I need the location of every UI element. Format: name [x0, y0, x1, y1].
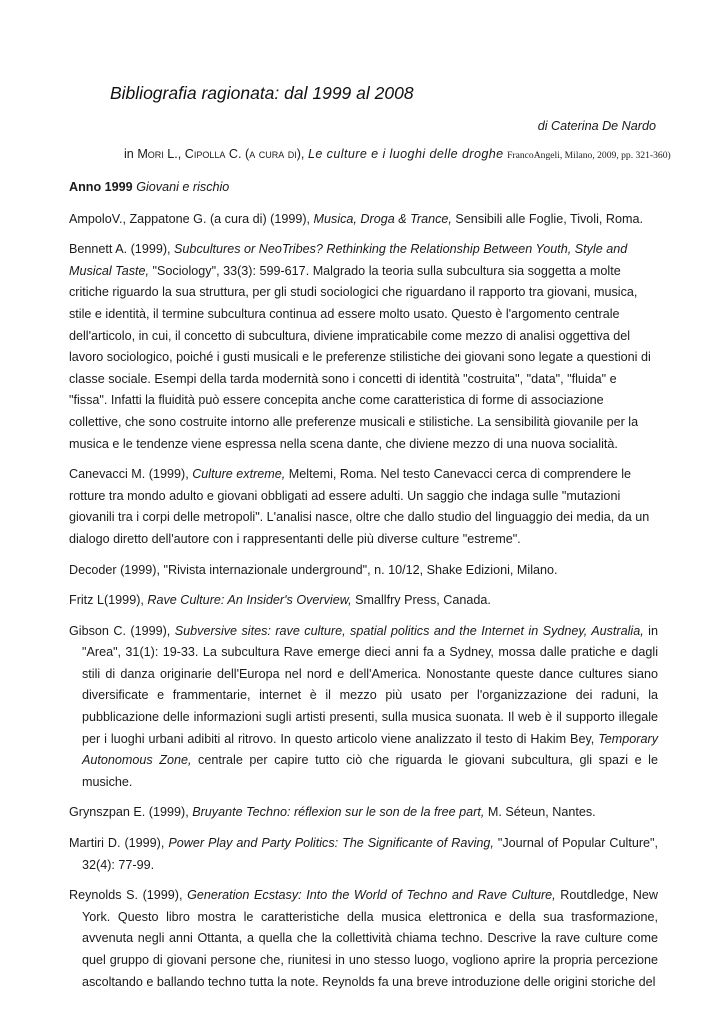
- entry-rest: "Sociology", 33(3): 599-617. Malgrado la teoria sulla subcultura sia soggetta a molte critiche riguardo la sua struttura, per gli studi sociologici che riguardano il rapporto tra giovani, musica, stile e identità, il termine subcultura continua ad essere molto usato. Questo è l'argomento centrale dell'articolo, in cui, il concetto di subcultura, diviene impraticabile come mezzo di analisi oggettiva del lavoro sociologico, poiché i gusti musicali e le preferenze stilistiche dei giovani sono legate a questioni di classe sociale. Esempi della tarda modernità sono i concetti di identità "costruita", "data", "fluida" e "fissa". Infatti la fluidità può essere concepita anche come caratteristica di forme di associazione collettive, che sono costruite intorno alle preferenze musicali e stilistiche. La sensibilità giovanile per la musica e le tendenze viene espressa nella scena dante, che diviene mezzo di una nuova socialità.: [69, 263, 651, 451]
- entry-authors: Fritz L(1999),: [69, 593, 148, 608]
- entry-authors: AmpoloV., Zappatone G. (a cura di) (1999),: [69, 211, 314, 226]
- citation-editors: Mori L., Cipolla C.: [137, 147, 242, 161]
- document-title: Bibliografia ragionata: dal 1999 al 2008: [110, 83, 414, 103]
- entry-authors: Grynszpan E. (1999),: [69, 805, 193, 820]
- section-topic: Giovani e rischio: [136, 180, 230, 194]
- entry-title: Generation Ecstasy: Into the World of Techno and Rave Culture,: [187, 888, 556, 903]
- entry-authors: Martiri D. (1999),: [69, 836, 169, 851]
- author-line: di Caterina De Nardo: [537, 119, 656, 133]
- entry-title: Bruyante Techno: réflexion sur le son de la free part,: [192, 805, 485, 820]
- citation-publisher: FrancoAngeli, Milano, 2009, pp. 321-360): [507, 150, 671, 161]
- bibliography-entry: [69, 464, 658, 550]
- entry-title: Power Play and Party Politics: The Significante of Raving,: [168, 836, 494, 851]
- entry-title: Culture extreme,: [192, 467, 286, 482]
- section-heading: [69, 177, 658, 199]
- citation-curator-open: (: [241, 147, 250, 161]
- entry-title-secondary: Temporary Autonomous Zone,: [82, 731, 658, 768]
- entry-title: Musica, Droga & Trance,: [313, 211, 452, 226]
- bibliography-entry: [69, 885, 658, 993]
- entry-rest: Smallfry Press, Canada.: [351, 593, 491, 608]
- entry-rest: Sensibili alle Foglie, Tivoli, Roma.: [451, 211, 643, 226]
- bibliography-entry: [69, 209, 658, 231]
- entry-rest: M. Séteun, Nantes.: [484, 805, 596, 820]
- entry-authors: Decoder (1999),: [69, 562, 164, 577]
- entry-authors: Bennett A. (1999),: [69, 242, 175, 257]
- entry-authors: Canevacci M. (1999),: [69, 467, 193, 482]
- bibliography-entry: [69, 621, 658, 794]
- citation-curator-close: ),: [296, 147, 308, 161]
- bibliography-entry: [69, 239, 658, 455]
- bibliography-entry: [69, 560, 658, 582]
- entry-title: Subcultures or NeoTribes? Rethinking the Relationship Between Youth, Style and Musical Taste,: [69, 242, 628, 278]
- entry-authors: Gibson C. (1999),: [69, 623, 175, 638]
- entry-rest: "Rivista internazionale underground", n. 10/12, Shake Edizioni, Milano.: [163, 562, 558, 577]
- entry-title: Subversive sites: rave culture, spatial politics and the Internet in Sydney, Australia,: [174, 623, 644, 638]
- citation-prefix: in: [124, 147, 138, 161]
- entry-rest-secondary: centrale per capire tutto ciò che riguarda le giovani subcultura, gli spazi e le musiche.: [82, 753, 658, 789]
- entry-rest: "Journal of Popular Culture", 32(4): 77-99.: [82, 836, 658, 872]
- entry-rest: in "Area", 31(1): 19-33. La subcultura Rave emerge dieci anni fa a Sydney, mossa dalle pratiche e dagli stili di danza originarie dell'Europa nel nord e dell'America. Nonostante queste dance cultures siano diversificate e frammentarie, internet è il mezzo più usato per l'organizzazione dei raduni, la pubblicazione delle informazioni sugli artisti presenti, sulla musica suonata. Il web è il supporto illegale per i luoghi urbani adibiti al ritrovo. In questo articolo viene analizzato il testo di Hakim Bey,: [82, 623, 658, 746]
- bibliography-entry: [69, 802, 658, 824]
- entry-authors: Reynolds S. (1999),: [69, 888, 188, 903]
- bibliography-entry: [69, 590, 658, 612]
- bibliography-body: [69, 177, 658, 1002]
- entry-title: Rave Culture: An Insider's Overview,: [147, 593, 352, 608]
- entry-rest: Routdledge, New York. Questo libro mostra le caratteristiche della musica elettronica e della sua trasformazione, avvenuta negli anni Ottanta, a quella che la collettività chiama techno. Descrive la rave culture come quel gruppo di giovani persone che, riunitesi in uno stesso luogo, vogliono aprire la propria percezione ascoltando e ballando techno tutta la note. Reynolds fa una breve introduzione delle origini storiche del: [82, 888, 658, 989]
- citation-curator: a cura di: [249, 147, 297, 161]
- entry-rest: Meltemi, Roma. Nel testo Canevacci cerca di comprendere le rotture tra mondo adulto e giovani obbligati ad essere adulti. Un saggio che indaga sulle "mutazioni giovanili tra i corpi delle metropoli". L'analisi nasce, oltre che dallo studio del linguaggio dei media, da un dialogo diretto dell'autore con i rappresentanti delle più diverse culture "estreme".: [69, 467, 650, 546]
- section-year: Anno 1999: [69, 180, 133, 194]
- citation-book-title: Le culture e i luoghi delle droghe: [307, 147, 504, 161]
- bibliography-entry: [69, 833, 658, 876]
- source-citation: [124, 144, 671, 167]
